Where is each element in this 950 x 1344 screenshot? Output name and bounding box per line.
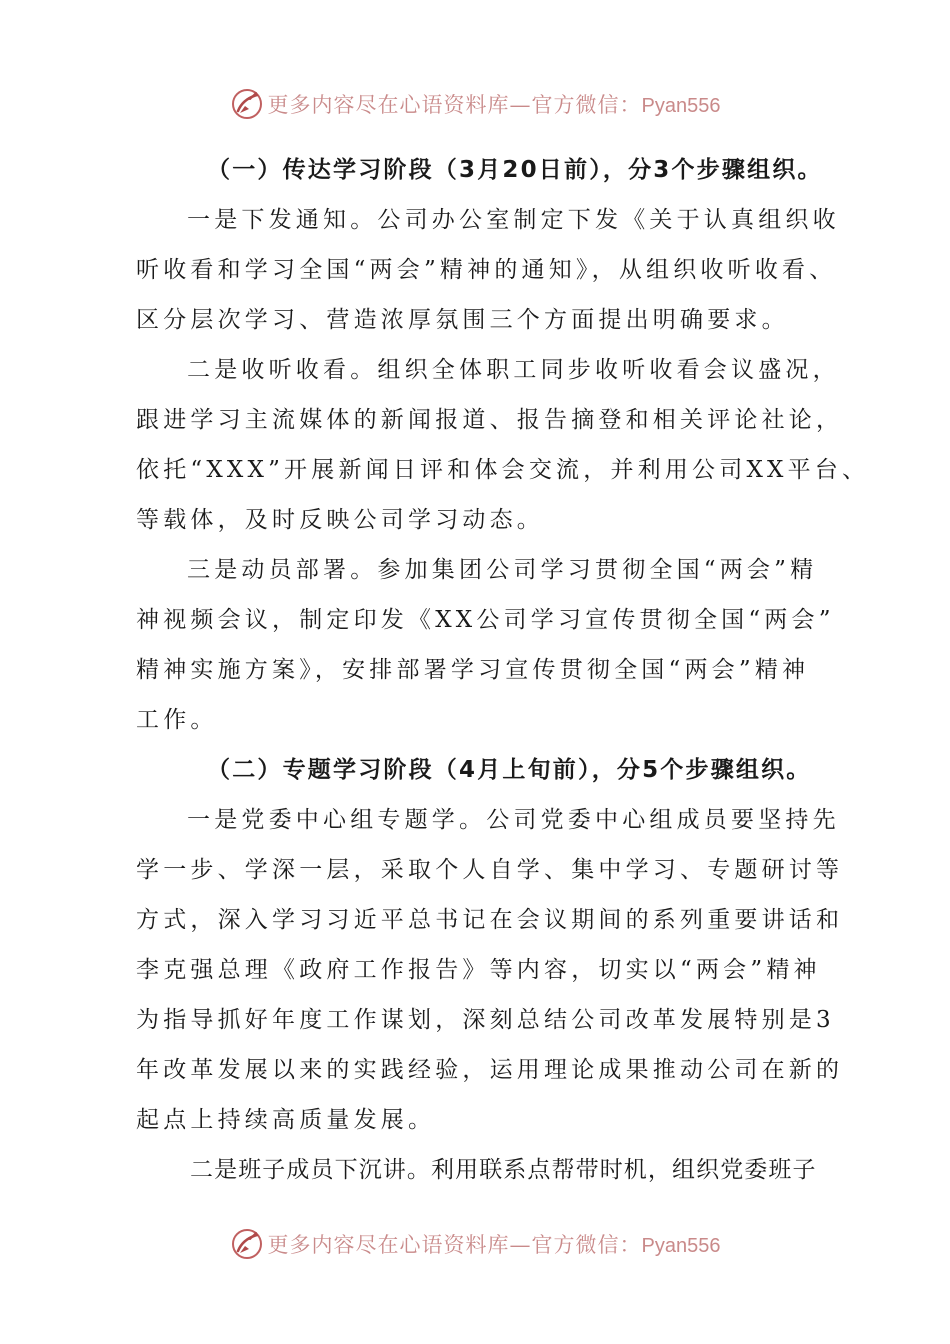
section2-para1-line3: 方式，深入学习习近平总书记在会议期间的系列重要讲话和: [136, 907, 844, 933]
section2-para2-line1: 二是班子成员下沉讲。利用联系点帮带时机，组织党委班子: [190, 1157, 817, 1183]
section2-para1-line6: 年改革发展以来的实践经验，运用理论成果推动公司在新的: [136, 1057, 844, 1083]
watermark-header: [0, 84, 950, 124]
section1-heading: （一）传达学习阶段（3月20日前），分3个步骤组织。: [207, 157, 823, 183]
section2-para1-line7: 起点上持续高质量发展。: [136, 1107, 436, 1133]
section1-para3-line4: 工作。: [136, 707, 218, 733]
section1-para3-line2: 神视频会议，制定印发《XX公司学习宣传贯彻全国“两会”: [136, 607, 835, 633]
section1-para2-line4: 等载体，及时反映公司学习动态。: [136, 507, 544, 533]
pen-seal-logo-icon: [230, 1227, 264, 1261]
section1-para2-line2: 跟进学习主流媒体的新闻报道、报告摘登和相关评论社论，: [136, 407, 844, 433]
section1-para2-line3: 依托“XXX”开展新闻日评和体会交流，并利用公司XX平台、: [136, 457, 870, 483]
section2-heading: （二）专题学习阶段（4月上旬前），分5个步骤组织。: [207, 757, 812, 783]
section1-para1-line2: 听收看和学习全国“两会”精神的通知》，从组织收听收看、: [136, 257, 837, 283]
section2-para1-line5: 为指导抓好年度工作谋划，深刻总结公司改革发展特别是3: [136, 1007, 835, 1033]
section1-para3-line3: 精神实施方案》，安排部署学习宣传贯彻全国“两会”精神: [136, 657, 810, 683]
section2-para1-line1: 一是党委中心组专题学。公司党委中心组成员要坚持先: [187, 807, 840, 833]
watermark-footer: [0, 1224, 950, 1264]
section1-para1-line3: 区分层次学习、营造浓厚氛围三个方面提出明确要求。: [136, 307, 789, 333]
watermark-text: 更多内容尽在心语资料库—官方微信：Pyan556: [267, 93, 721, 117]
section1-para1-line1: 一是下发通知。公司办公室制定下发《关于认真组织收: [187, 207, 840, 233]
section2-para1-line2: 学一步、学深一层，采取个人自学、集中学习、专题研讨等: [136, 857, 844, 883]
section2-para1-line4: 李克强总理《政府工作报告》等内容，切实以“两会”精神: [136, 957, 821, 983]
watermark-wechat-id: Pyan556: [641, 95, 721, 117]
section1-para3-line1: 三是动员部署。参加集团公司学习贯彻全国“两会”精: [187, 557, 818, 583]
watermark-wechat-id: Pyan556: [641, 1235, 721, 1257]
section1-para2-line1: 二是收听收看。组织全体职工同步收听收看会议盛况，: [187, 357, 840, 383]
pen-seal-logo-icon: [230, 87, 264, 121]
watermark-text: 更多内容尽在心语资料库—官方微信：Pyan556: [267, 1233, 721, 1257]
